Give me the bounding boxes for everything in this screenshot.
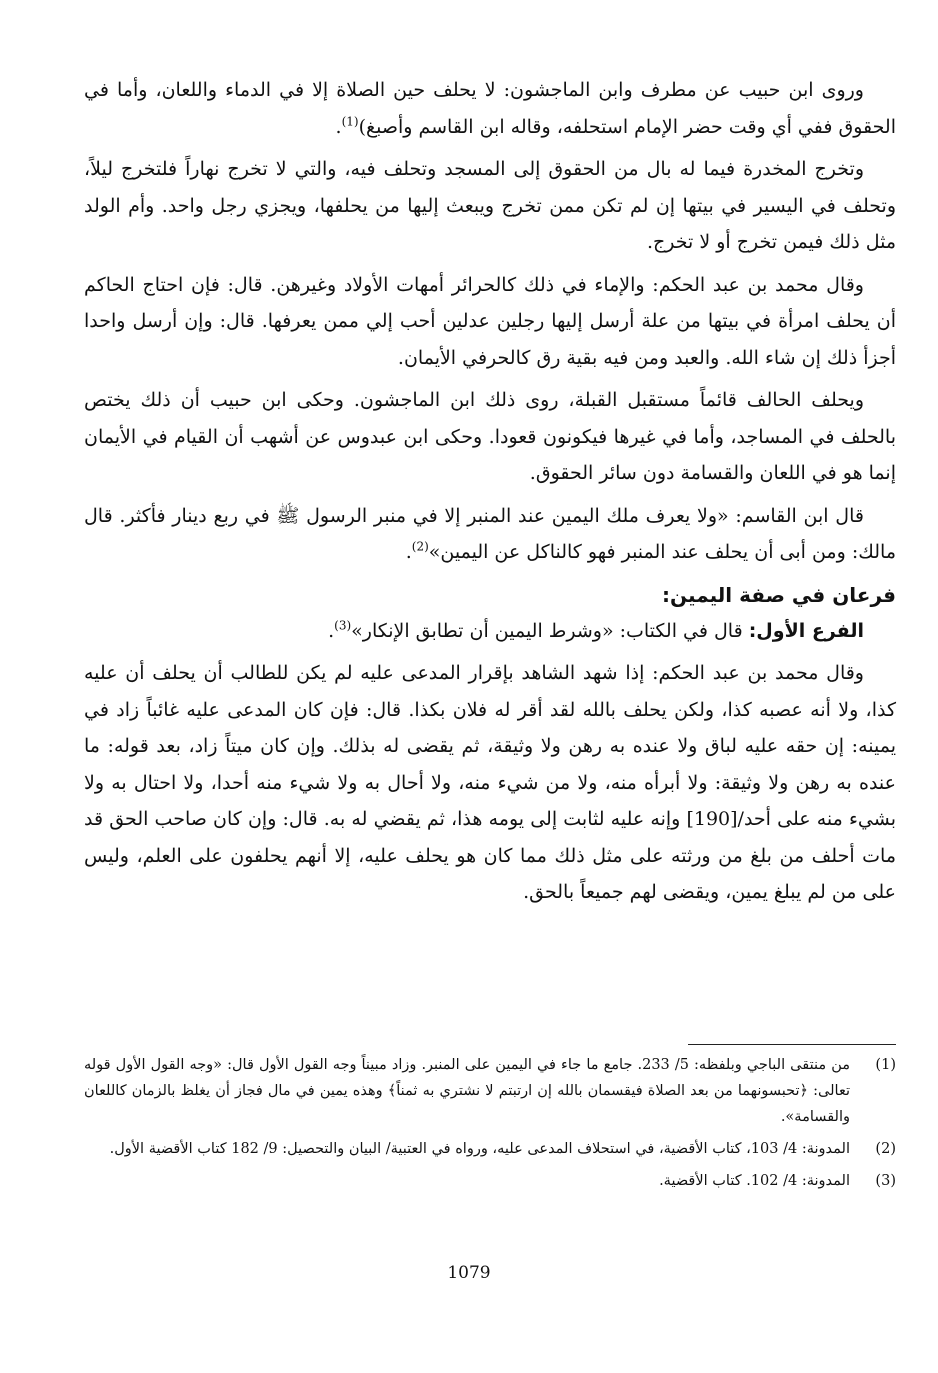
footnote-ref-2: (2) bbox=[411, 539, 429, 554]
footnote-number: (1) bbox=[875, 1057, 896, 1073]
footnote-ref-1: (1) bbox=[341, 114, 359, 129]
page-number: 1079 bbox=[447, 1263, 491, 1283]
footnote-number: (3) bbox=[875, 1173, 896, 1189]
footnote-1 bbox=[84, 1052, 896, 1130]
main-text bbox=[84, 72, 896, 917]
footnote-ref-3: (3) bbox=[334, 618, 352, 633]
paragraph-7: وقال محمد بن عبد الحكم: إذا شهد الشاهد بإقرار المدعى عليه لم يكن للطالب أن يحلف أن عليه كذا، ولا أنه عصبه كذا، ولكن يحلف بالله لقد أقر له فلان بكذا. قال: فإن كان المدعى عليه غائباً زاد في يمينه: إن حقه عليه لباق ولا عنده به رهن ولا وثيقة، ثم يقضى له بذلك. وإن كان ميتاً زاد، بعد قوله: ما عنده به رهن ولا وثيقة: ولا أبرأه منه، ولا من شيء منه، ولا أحال به ولا شيء منه أحدا، ولا احتال به ولا بشيء منه على أحد/[190] وإنه عليه لثابت إلى يومه هذا، ثم يقضي له به. قال: وإن كان صاحب الحق قد مات أحلف من بلغ من ورثته على مثل ذلك مما كان هو يحلف عليه، إلا أنهم يحلفون على العلم، وليس على من لم يبلغ يمين، ويقضى لهم جميعاً بالحق. bbox=[84, 662, 896, 903]
paragraph-4: ويحلف الحالف قائماً مستقبل القبلة، روى ذلك ابن الماجشون. وحكى ابن حبيب أن ذلك يختص بالحلف في المساجد، وأما في غيرها فيكونون قعودا. وحكى ابن عبدوس عن أشهب أن القيام في الأيمان إنما هو في اللعان والقسامة دون سائر الحقوق. bbox=[84, 389, 896, 484]
paragraph-3: وقال محمد بن عبد الحكم: والإماء في ذلك كالحرائر أمهات الأولاد وغيرهن. قال: فإن احتاج الحاكم أن يحلف امرأة في بيتها من علة أرسل إليها رجلين عدلين أحب إلي ممن يعرفها. قال: وإن أرسل واحدا أجزأ ذلك إن شاء الله. والعبد ومن فيه بقية رق كالحرفي الأيمان. bbox=[84, 273, 896, 369]
footnote-text: المدونة: 4/ 102. كتاب الأقضية. bbox=[659, 1173, 850, 1189]
section-heading: فرعان في صفة اليمين: bbox=[662, 582, 896, 607]
footnotes bbox=[84, 1052, 896, 1200]
footnote-divider bbox=[688, 1044, 896, 1045]
branch-label: الفرع الأول: bbox=[748, 619, 864, 642]
footnote-text: المدونة: 4/ 103، كتاب الأقضية، في استحلاف المدعى عليه، ورواه في العتبية/ البيان والتحصيل: 9/ 182 كتاب الأقضية الأول. bbox=[109, 1141, 850, 1157]
footnote-number: (2) bbox=[875, 1141, 896, 1157]
footnote-3 bbox=[84, 1168, 896, 1194]
paragraph-6: الفرع الأول: قال في الكتاب: «وشرط اليمين أن تطابق الإنكار»$^{(3)}$. bbox=[328, 618, 864, 642]
footnote-2 bbox=[84, 1136, 896, 1162]
paragraph-2: وتخرج المخدرة فيما له بال من الحقوق إلى المسجد وتحلف فيه، والتي لا تخرج نهاراً فلتخرج ليلاً، وتحلف في اليسير في بيتها إن لم تكن ممن تخرج ويبعث إليها من يحلفها، ويجزي رجل واحد. وأم الولد مثل ذلك فيمن تخرج أو لا تخرج. bbox=[84, 158, 896, 253]
paragraph-1: وروى ابن حبيب عن مطرف وابن الماجشون: لا يحلف حين الصلاة إلا في الدماء واللعان، وأما في الحقوق ففي أي وقت حضر الإمام استحلفه، وقاله ابن القاسم وأصبغ)$^{(1)}$. bbox=[84, 79, 896, 138]
footnote-text: من منتقى الباجي وبلفظه: 5/ 233. جامع ما جاء في اليمين على المنبر. وزاد مبيناً وجه القول الأول قال: «وجه القول الأول قوله تعالى: ﴿تحبسونهما من بعد الصلاة فيقسمان بالله إن ارتبتم لا نشتري به ثمناً﴾ وهذه يمين في مال فجاز أن يغلظ بالزمان كاللعان والقسامة». bbox=[84, 1057, 850, 1125]
paragraph-5: قال ابن القاسم: «ولا يعرف ملك اليمين عند المنبر إلا في منبر الرسول ﷺ في ربع دينار فأكثر. قال مالك: ومن أبى أن يحلف عند المنبر فهو كالناكل عن اليمين»$^{(2)}$. bbox=[84, 504, 896, 563]
